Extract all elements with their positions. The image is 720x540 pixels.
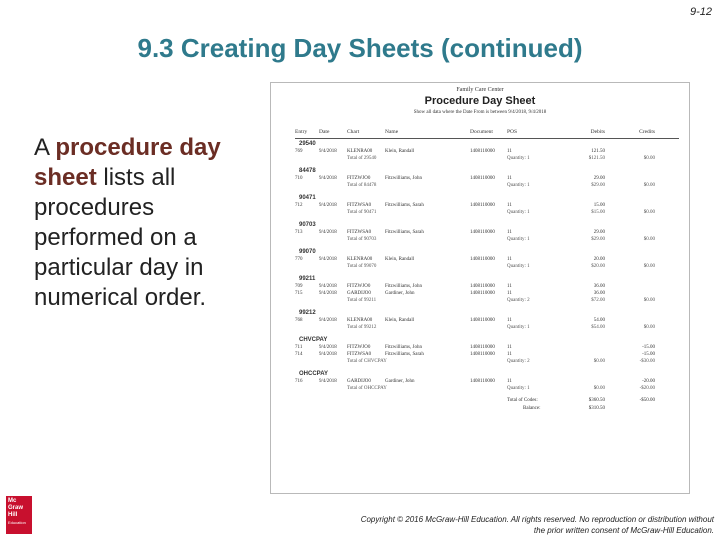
- total-debits: $0.00: [593, 359, 605, 364]
- total-quantity: Quantity: 2: [507, 359, 530, 364]
- table-cell: 716: [295, 379, 303, 384]
- table-cell: 9/4/2018: [319, 203, 337, 208]
- procedure-code: 84478: [299, 168, 316, 174]
- table-cell: 1408110000: [470, 291, 495, 296]
- table-cell: 9/4/2018: [319, 352, 337, 357]
- table-cell: 714: [295, 352, 303, 357]
- table-cell: 29.00: [593, 176, 605, 181]
- procedure-code: 90703: [299, 222, 316, 228]
- group-total-row: [295, 359, 679, 366]
- group-total-row: [295, 237, 679, 244]
- total-label: Total of OHCCPAY: [347, 386, 387, 391]
- report-column-headers: [295, 129, 679, 139]
- table-cell: 15.00: [593, 203, 605, 208]
- table-cell: FITZWJO0: [347, 176, 371, 181]
- total-quantity: Quantity: 1: [507, 264, 530, 269]
- table-cell: 1408110000: [470, 230, 495, 235]
- total-debits: $29.00: [591, 237, 605, 242]
- table-cell: 11: [507, 284, 512, 289]
- total-label: Total of 29540: [347, 156, 377, 161]
- table-cell: FITZWJO0: [347, 345, 371, 350]
- total-quantity: Quantity: 1: [507, 156, 530, 161]
- table-cell: 29.00: [593, 230, 605, 235]
- total-debits: $15.00: [591, 210, 605, 215]
- total-label: Total of 99070: [347, 264, 377, 269]
- table-cell: 1408110000: [470, 345, 495, 350]
- table-cell: Fitzwilliams, Sarah: [385, 352, 424, 357]
- total-label: Total of 84478: [347, 183, 377, 188]
- group-total-row: [295, 183, 679, 190]
- column-header: Date: [319, 129, 330, 135]
- total-credits: -$30.00: [639, 359, 655, 364]
- table-row: [295, 176, 679, 183]
- table-cell: FITZWSA0: [347, 230, 372, 235]
- procedure-day-sheet-report: [270, 82, 690, 494]
- total-debits: $72.00: [591, 298, 605, 303]
- table-cell: 11: [507, 379, 512, 384]
- table-cell: 36.00: [593, 291, 605, 296]
- table-cell: Klein, Randall: [385, 149, 415, 154]
- table-cell: 9/4/2018: [319, 379, 337, 384]
- table-cell: KLENRA00: [347, 318, 373, 323]
- table-cell: -20.00: [642, 379, 655, 384]
- table-row: [295, 352, 679, 359]
- procedure-code: 99211: [299, 276, 316, 282]
- table-cell: GARDIJO0: [347, 291, 371, 296]
- table-cell: KLENRA00: [347, 257, 373, 262]
- codes-total-credits: -$50.00: [639, 398, 655, 403]
- procedure-code: 99070: [299, 249, 316, 255]
- table-cell: 11: [507, 345, 512, 350]
- body-text: [34, 133, 269, 313]
- table-cell: GARDIJO0: [347, 379, 371, 384]
- table-cell: Klein, Randall: [385, 318, 415, 323]
- column-header: Document: [470, 129, 493, 135]
- table-cell: 20.00: [593, 257, 605, 262]
- copyright-notice: Copyright © 2016 McGraw-Hill Education. All rights reserved. No reproduction or distribution without the prior written consent of McGraw-Hill Education.: [360, 515, 714, 535]
- table-cell: 9/4/2018: [319, 291, 337, 296]
- balance-value: $310.50: [588, 406, 605, 411]
- table-cell: FITZWSA0: [347, 203, 372, 208]
- codes-total-label: Total of Codes:: [507, 398, 538, 403]
- table-row: [295, 318, 679, 325]
- table-cell: Gardiner, John: [385, 291, 415, 296]
- table-cell: 11: [507, 291, 512, 296]
- logo-line: Graw: [8, 505, 24, 511]
- table-cell: 36.00: [593, 284, 605, 289]
- table-cell: 9/4/2018: [319, 176, 337, 181]
- table-cell: 713: [295, 230, 303, 235]
- table-cell: 9/4/2018: [319, 257, 337, 262]
- table-cell: Fitzwilliams, John: [385, 345, 422, 350]
- table-cell: 768: [295, 318, 303, 323]
- table-row: [295, 257, 679, 264]
- total-debits: $29.00: [591, 183, 605, 188]
- total-debits: $54.00: [591, 325, 605, 330]
- body-rest: lists all procedures performed on a particular day in numerical order.: [34, 164, 207, 311]
- table-cell: 9/4/2018: [319, 318, 337, 323]
- table-cell: 1408110000: [470, 149, 495, 154]
- column-header: Entry: [295, 129, 308, 135]
- total-quantity: Quantity: 1: [507, 386, 530, 391]
- total-credits: $0.00: [643, 325, 655, 330]
- group-total-row: [295, 156, 679, 163]
- total-credits: $0.00: [643, 298, 655, 303]
- total-credits: $0.00: [643, 210, 655, 215]
- table-cell: 11: [507, 318, 512, 323]
- table-cell: 11: [507, 149, 512, 154]
- total-quantity: Quantity: 2: [507, 298, 530, 303]
- table-cell: 1408110000: [470, 203, 495, 208]
- logo-line: Education: [8, 520, 26, 525]
- table-cell: 711: [295, 345, 303, 350]
- table-cell: 11: [507, 352, 512, 357]
- table-cell: 769: [295, 149, 303, 154]
- table-cell: 710: [295, 176, 303, 181]
- column-header: Name: [385, 129, 399, 135]
- total-debits: $121.50: [588, 156, 605, 161]
- group-total-row: [295, 210, 679, 217]
- total-credits: $0.00: [643, 156, 655, 161]
- table-cell: Gardiner, John: [385, 379, 415, 384]
- total-credits: $0.00: [643, 183, 655, 188]
- total-label: Total of 99212: [347, 325, 377, 330]
- table-cell: 9/4/2018: [319, 284, 337, 289]
- total-label: Total of 90471: [347, 210, 377, 215]
- table-cell: 54.00: [593, 318, 605, 323]
- table-cell: Fitzwilliams, John: [385, 284, 422, 289]
- procedure-code: OHCCPAY: [299, 371, 329, 377]
- total-credits: $0.00: [643, 264, 655, 269]
- table-cell: 11: [507, 176, 512, 181]
- logo-line: Hill: [8, 512, 18, 518]
- column-header: Debits: [590, 129, 605, 135]
- total-label: Total of CHVCPAY: [347, 359, 387, 364]
- table-cell: 1408110000: [470, 176, 495, 181]
- procedure-code: 29540: [299, 141, 316, 147]
- table-cell: Fitzwilliams, Sarah: [385, 230, 424, 235]
- table-cell: FITZWJO0: [347, 284, 371, 289]
- column-header: Credits: [639, 129, 655, 135]
- table-row: [295, 230, 679, 237]
- total-credits: $0.00: [643, 237, 655, 242]
- report-practice-name: Family Care Center: [456, 87, 504, 93]
- table-cell: 1408110000: [470, 352, 495, 357]
- table-cell: 1408110000: [470, 284, 495, 289]
- table-cell: -15.00: [642, 345, 655, 350]
- procedure-code: 90471: [299, 195, 316, 201]
- table-row: [295, 203, 679, 210]
- report-title: Procedure Day Sheet: [424, 95, 536, 107]
- table-cell: 9/4/2018: [319, 230, 337, 235]
- table-cell: 1408110000: [470, 318, 495, 323]
- table-row: [295, 379, 679, 386]
- table-cell: 712: [295, 203, 303, 208]
- table-cell: 770: [295, 257, 303, 262]
- total-quantity: Quantity: 1: [507, 210, 530, 215]
- total-quantity: Quantity: 1: [507, 325, 530, 330]
- table-cell: -15.00: [642, 352, 655, 357]
- table-cell: 1408110000: [470, 379, 495, 384]
- table-row: [295, 291, 679, 298]
- procedure-code: CHVCPAY: [299, 337, 328, 343]
- table-cell: 715: [295, 291, 303, 296]
- body-term: procedure day sheet: [34, 134, 221, 191]
- table-cell: FITZWSA0: [347, 352, 372, 357]
- column-header: Chart: [347, 129, 360, 135]
- body-lead: A: [34, 134, 56, 161]
- total-debits: $0.00: [593, 386, 605, 391]
- table-cell: 1408110000: [470, 257, 495, 262]
- total-quantity: Quantity: 1: [507, 183, 530, 188]
- table-cell: 11: [507, 257, 512, 262]
- slide-number: 9-12: [689, 6, 712, 18]
- total-label: Total of 99211: [347, 298, 377, 303]
- table-row: [295, 345, 679, 352]
- balance-label: Balance:: [523, 406, 541, 411]
- table-cell: 9/4/2018: [319, 149, 337, 154]
- group-total-row: [295, 298, 679, 305]
- total-quantity: Quantity: 1: [507, 237, 530, 242]
- table-cell: 9/4/2018: [319, 345, 337, 350]
- logo-line: Mc: [8, 498, 17, 504]
- total-credits: -$20.00: [639, 386, 655, 391]
- table-cell: 11: [507, 230, 512, 235]
- table-cell: KLENRA00: [347, 149, 373, 154]
- table-row: [295, 284, 679, 291]
- procedure-code: 99212: [299, 310, 316, 316]
- table-cell: Fitzwilliams, John: [385, 176, 422, 181]
- table-cell: 121.50: [591, 149, 605, 154]
- group-total-row: [295, 325, 679, 332]
- table-cell: Klein, Randall: [385, 257, 415, 262]
- group-total-row: [295, 386, 679, 393]
- slide-title: 9.3 Creating Day Sheets (continued): [137, 33, 583, 63]
- table-cell: Fitzwilliams, Sarah: [385, 203, 424, 208]
- group-total-row: [295, 264, 679, 271]
- total-label: Total of 90703: [347, 237, 377, 242]
- total-debits: $20.00: [591, 264, 605, 269]
- mcgraw-hill-logo: [6, 496, 32, 534]
- table-cell: 709: [295, 284, 303, 289]
- codes-total-debits: $360.50: [588, 398, 605, 403]
- report-filter: Show all data where the Date From is between 9/4/2018, 9/4/2018: [413, 110, 547, 115]
- table-row: [295, 149, 679, 156]
- table-cell: 11: [507, 203, 512, 208]
- column-header: POS: [507, 129, 518, 135]
